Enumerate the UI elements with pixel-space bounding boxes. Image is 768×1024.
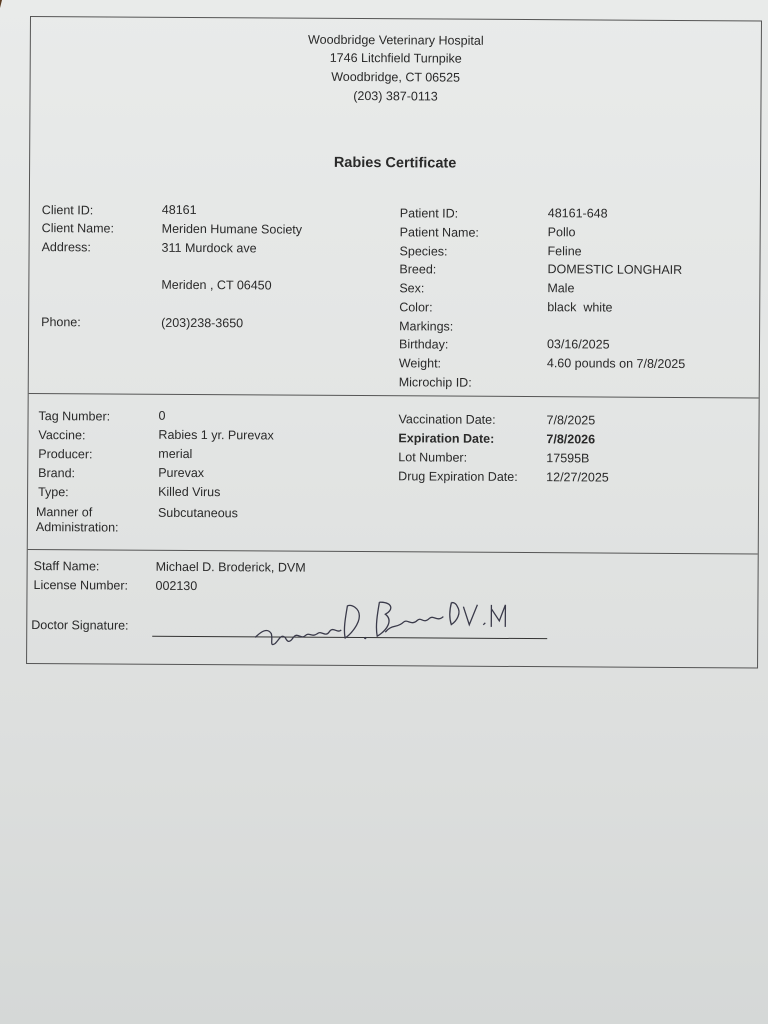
- tag-number-label: Tag Number:: [38, 409, 111, 424]
- certificate-title: Rabies Certificate: [333, 154, 457, 172]
- sex-value: Male: [547, 281, 575, 296]
- patient-name-value: Pollo: [547, 225, 576, 240]
- expiration-date-value: 7/8/2026: [546, 432, 596, 447]
- drug-expiration-label: Drug Expiration Date:: [398, 469, 518, 484]
- address-label: Address:: [41, 240, 91, 255]
- manner-label-line-2: Administration:: [35, 520, 119, 535]
- species-label: Species:: [399, 244, 448, 259]
- brand-label: Brand:: [38, 466, 76, 481]
- type-value: Killed Virus: [158, 484, 221, 500]
- patient-id-label: Patient ID:: [399, 206, 459, 221]
- phone-value: (203)238-3650: [161, 315, 244, 331]
- tag-number-value: 0: [158, 408, 166, 423]
- patient-name-label: Patient Name:: [399, 225, 479, 240]
- license-number-value: 002130: [155, 578, 198, 594]
- doctor-signature: [247, 593, 517, 655]
- birthday-label: Birthday:: [398, 337, 449, 352]
- color-label: Color:: [399, 300, 433, 315]
- staff-name-label: Staff Name:: [33, 559, 100, 574]
- address-line-2: Meriden , CT 06450: [161, 277, 272, 293]
- color-value: black white: [547, 300, 613, 315]
- client-name-value: Meriden Humane Society: [161, 221, 303, 237]
- hospital-phone: (203) 387-0113: [353, 88, 438, 104]
- patient-id-value: 48161-648: [547, 206, 608, 221]
- drug-expiration-value: 12/27/2025: [546, 470, 609, 485]
- manner-value: Subcutaneous: [157, 505, 238, 521]
- vaccine-value: Rabies 1 yr. Purevax: [158, 427, 274, 443]
- hospital-name: Woodbridge Veterinary Hospital: [308, 32, 484, 48]
- microchip-label: Microchip ID:: [398, 375, 472, 390]
- hospital-street: 1746 Litchfield Turnpike: [329, 50, 462, 66]
- doctor-signature-label: Doctor Signature:: [31, 618, 129, 633]
- producer-label: Producer:: [38, 447, 93, 462]
- markings-label: Markings:: [399, 319, 454, 334]
- species-value: Feline: [547, 244, 582, 259]
- rabies-certificate-form: [26, 16, 762, 668]
- section-divider-2: [28, 549, 758, 554]
- address-line-1: 311 Murdock ave: [161, 240, 257, 256]
- license-number-label: License Number:: [33, 578, 129, 593]
- weight-value: 4.60 pounds on 7/8/2025: [546, 356, 686, 372]
- vaccine-label: Vaccine:: [38, 428, 86, 443]
- breed-label: Breed:: [399, 262, 437, 277]
- manner-label-line-1: Manner of: [35, 505, 93, 520]
- staff-name-value: Michael D. Broderick, DVM: [155, 559, 306, 575]
- breed-value: DOMESTIC LONGHAIR: [547, 262, 683, 277]
- section-divider-1: [29, 393, 759, 398]
- client-name-label: Client Name:: [41, 221, 114, 236]
- expiration-date-label: Expiration Date:: [398, 431, 495, 446]
- brand-value: Purevax: [158, 465, 205, 481]
- client-id-label: Client ID:: [41, 203, 94, 218]
- lot-number-label: Lot Number:: [398, 450, 468, 465]
- vaccination-date-label: Vaccination Date:: [398, 412, 496, 427]
- vaccination-date-value: 7/8/2025: [546, 413, 596, 428]
- type-label: Type:: [38, 485, 69, 500]
- lot-number-value: 17595B: [546, 451, 590, 466]
- phone-label: Phone:: [41, 315, 81, 330]
- client-id-value: 48161: [161, 202, 197, 218]
- hospital-city: Woodbridge, CT 06525: [331, 69, 461, 85]
- producer-value: merial: [158, 446, 193, 461]
- sex-label: Sex:: [399, 281, 425, 296]
- birthday-value: 03/16/2025: [546, 337, 610, 352]
- weight-label: Weight:: [398, 356, 442, 371]
